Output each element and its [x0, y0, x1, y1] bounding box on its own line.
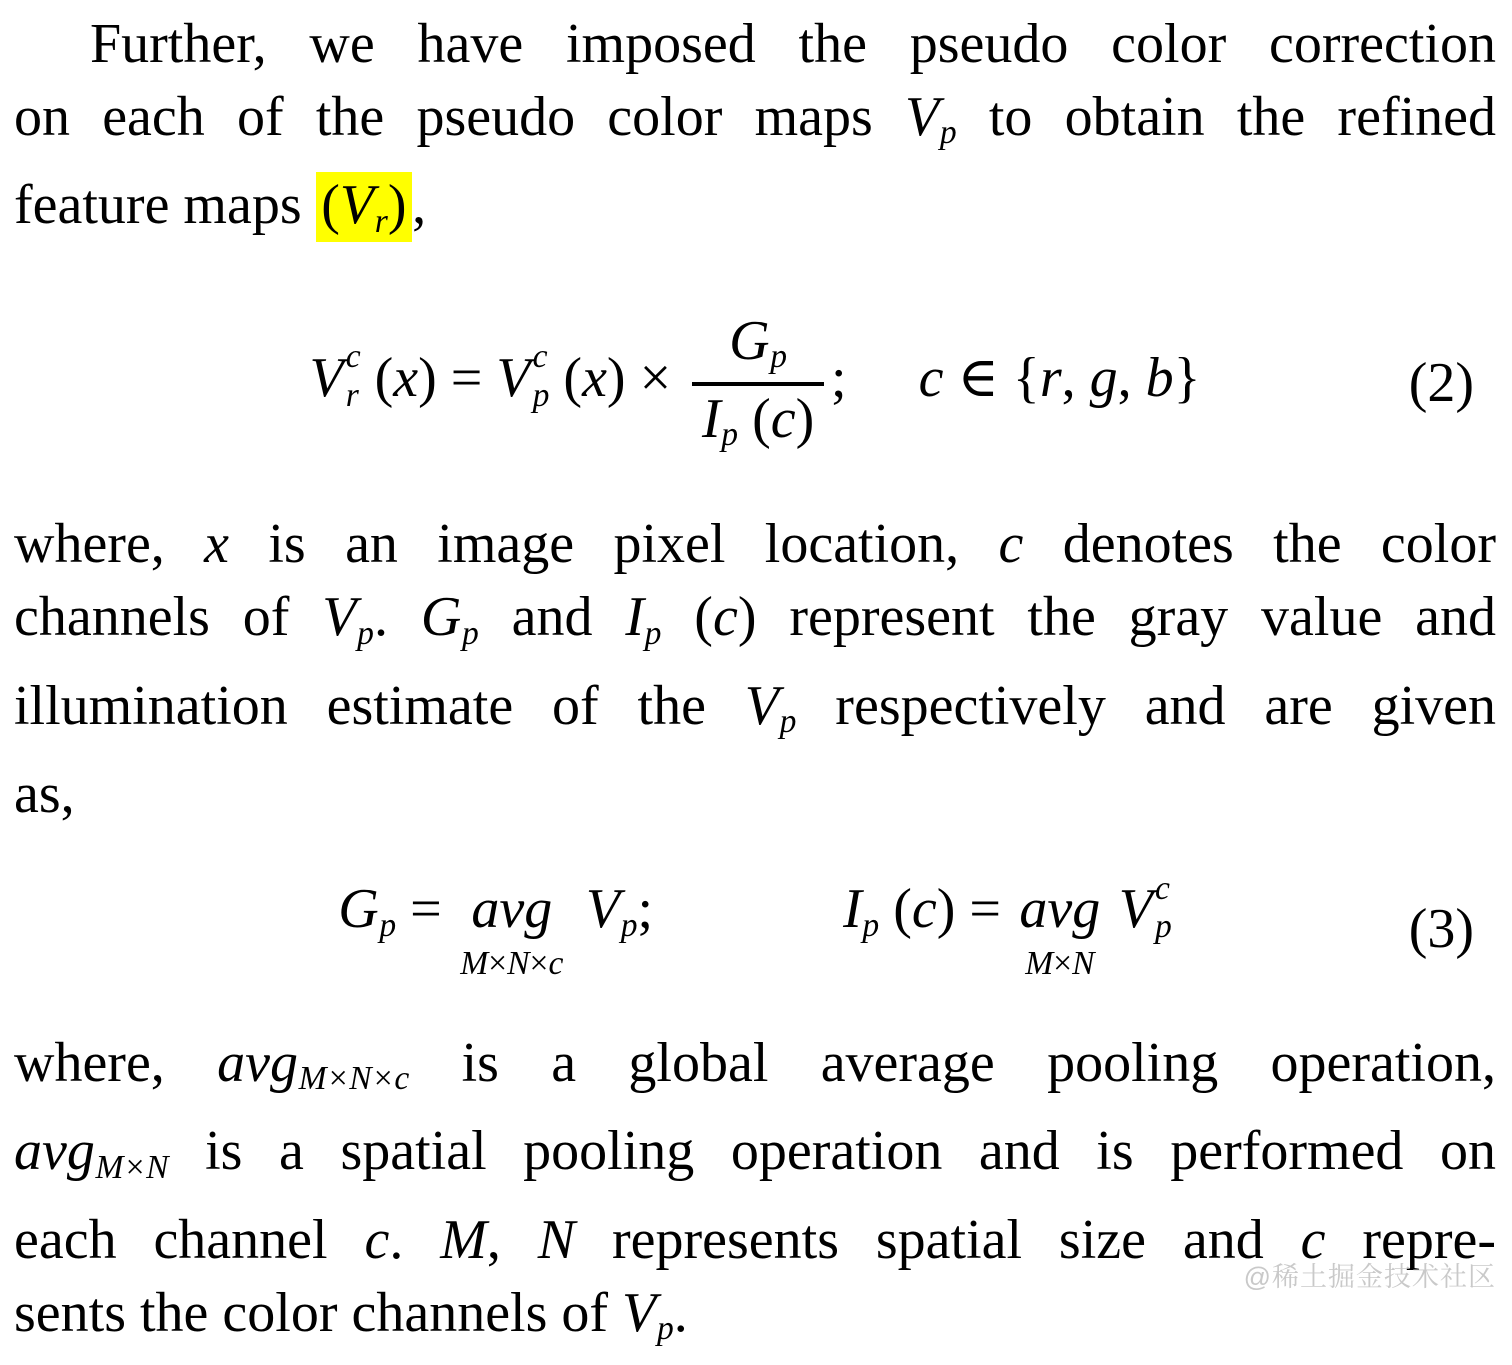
- text-run: }: [1173, 346, 1201, 409]
- math-var-sub: [729, 309, 788, 376]
- text-run: .: [673, 1281, 688, 1344]
- fraction: [692, 308, 824, 459]
- math-var-sub: [14, 1120, 169, 1186]
- text-line: [14, 1027, 1496, 1115]
- text-line: [14, 670, 1496, 758]
- paragraph-where-eq2: [14, 508, 1496, 831]
- text-run: ): [387, 174, 407, 237]
- math-var: c: [364, 1208, 390, 1271]
- text-run: ,: [1117, 346, 1146, 409]
- math-var: c: [918, 346, 944, 409]
- paragraph-where-eq3: [14, 1027, 1496, 1365]
- text-run: ) =: [418, 346, 497, 409]
- text-run: respectively and are given: [796, 674, 1496, 737]
- math-var-base: V: [585, 878, 621, 941]
- math-var-base: V: [496, 346, 531, 409]
- text-run: (: [360, 346, 394, 409]
- paragraph-intro: [14, 8, 1496, 258]
- math-var: c: [911, 878, 937, 941]
- math-var-base: avg: [217, 1031, 298, 1094]
- text-run: (: [879, 878, 912, 941]
- math-superscript: c: [345, 338, 361, 376]
- math-var: avg: [1019, 878, 1101, 941]
- math-var-sub: [904, 86, 957, 152]
- math-var-base: I: [843, 878, 862, 941]
- text-run: Further, we have imposed the pseudo color correction: [90, 13, 1496, 75]
- math-var: x: [204, 513, 230, 576]
- math-var-base: V: [622, 1281, 657, 1344]
- text-run: ×: [529, 945, 549, 983]
- text-run: ) ×: [606, 346, 686, 409]
- text-run: where,: [14, 513, 205, 576]
- underset-bottom: [460, 947, 563, 981]
- text-run: ∈ {: [943, 346, 1040, 409]
- math-subscript: p: [1154, 908, 1172, 946]
- math-var: M: [1025, 945, 1054, 983]
- math-supsub-stack: [346, 338, 361, 415]
- equation-3-number: (3): [1408, 898, 1474, 961]
- text-run: (: [321, 174, 340, 237]
- math-var-base: G: [420, 586, 462, 649]
- math-subscript: p: [461, 614, 479, 652]
- math-var-base: V: [322, 586, 357, 649]
- text-run: (: [661, 586, 713, 649]
- fraction-numerator: [719, 308, 797, 378]
- text-run: channels of: [14, 586, 323, 649]
- math-superscript: c: [532, 338, 548, 376]
- text-run: ;: [637, 878, 654, 941]
- equation-2: [14, 308, 1496, 459]
- math-subscript: r: [374, 202, 388, 240]
- math-var: c: [712, 586, 738, 649]
- text-line: [14, 508, 1496, 581]
- math-var: x: [393, 346, 419, 409]
- text-run: ,: [412, 174, 427, 237]
- fraction-denominator: [692, 382, 824, 459]
- math-var-base: avg: [14, 1120, 95, 1183]
- math-subscript: p: [620, 906, 638, 944]
- text-run: denotes the color: [1023, 513, 1496, 576]
- math-var-base: V: [744, 674, 779, 737]
- math-var-sub: [217, 1031, 410, 1098]
- text-run: ,: [1061, 346, 1090, 409]
- equation-3: [14, 869, 1496, 983]
- text-run: each channel: [14, 1208, 365, 1271]
- equation-2-number: (2): [1408, 352, 1474, 415]
- math-var: avg: [471, 878, 553, 941]
- text-run: sents the color channels of: [14, 1281, 623, 1344]
- text-run: repre-: [1325, 1208, 1497, 1271]
- text-run: (: [549, 346, 583, 409]
- text-run: ) represent the gray value and: [737, 586, 1497, 649]
- math-subscript: p: [644, 614, 662, 652]
- text-run: illumination estimate of the: [14, 674, 745, 737]
- watermark: @稀土掘金技术社区: [1243, 1262, 1496, 1292]
- math-subscript: p: [939, 114, 957, 152]
- text-line: [14, 758, 1496, 831]
- underset-top: [471, 878, 553, 941]
- math-var-base: G: [729, 309, 770, 372]
- math-var-sub: [701, 387, 739, 454]
- text-line: [14, 169, 1496, 257]
- text-run: where,: [14, 1031, 218, 1094]
- text-run: ) =: [936, 878, 1015, 941]
- text-run: ): [795, 387, 815, 450]
- math-subscript: p: [779, 703, 797, 741]
- math-subscript: p: [721, 416, 739, 454]
- math-var-base: V: [904, 86, 940, 148]
- underset-top: [1019, 878, 1101, 941]
- math-var: c: [548, 945, 564, 983]
- math-var-base: V: [1118, 878, 1153, 941]
- math-subscript: p: [770, 338, 788, 376]
- text-run: is an image pixel location,: [229, 513, 999, 576]
- math-var: b: [1145, 346, 1174, 409]
- equation-2-body: [14, 308, 1496, 459]
- text-run: ,: [486, 1208, 538, 1271]
- text-line: [14, 1115, 1496, 1203]
- math-var: c: [770, 387, 796, 450]
- text-run: and: [478, 586, 626, 649]
- math-var-sub: [625, 586, 662, 652]
- text-run: ×: [1053, 945, 1073, 983]
- math-var: x: [582, 346, 607, 409]
- math-var-base: G: [338, 878, 379, 941]
- text-run: .: [389, 1208, 441, 1271]
- math-var-base: I: [701, 387, 721, 450]
- math-var-sub: [322, 586, 374, 652]
- text-run: ×: [488, 945, 508, 983]
- math-var-supsub: [1118, 869, 1172, 946]
- math-var-sub: [843, 878, 880, 944]
- math-subscript: p: [357, 614, 374, 652]
- underset-bottom: [1025, 947, 1094, 981]
- text-run: feature maps: [14, 174, 316, 237]
- math-var-supsub: [496, 338, 550, 415]
- text-run: is a spatial pooling operation and is performed on: [168, 1120, 1496, 1183]
- equation-3-body: [14, 869, 1496, 983]
- math-var: N: [1072, 945, 1095, 983]
- math-subscript: M×N×c: [298, 1060, 410, 1098]
- math-var: g: [1089, 346, 1118, 409]
- math-var-sub: [420, 586, 479, 652]
- math-subscript: p: [862, 906, 880, 944]
- math-supsub-stack: [1155, 870, 1172, 947]
- math-var-sub: [339, 174, 388, 240]
- math-var-sub: [585, 878, 638, 944]
- text-run: ;: [831, 346, 847, 409]
- math-var-base: V: [339, 174, 375, 237]
- highlight: [316, 172, 412, 242]
- text-run: is a global average pooling operation,: [409, 1031, 1496, 1094]
- text-run: as,: [14, 763, 75, 826]
- math-subscript: M×N: [95, 1148, 169, 1186]
- math-subscript: r: [345, 377, 359, 415]
- math-supsub-stack: [533, 338, 550, 415]
- text-run: =: [396, 878, 456, 941]
- text-run: on each of the pseudo color maps: [14, 86, 905, 148]
- math-var-sub: [744, 674, 797, 741]
- text-run: .: [373, 586, 421, 649]
- text-run: to obtain the refined: [956, 86, 1497, 148]
- math-var: c: [1300, 1208, 1326, 1271]
- text-run: (: [738, 387, 771, 450]
- math-superscript: c: [1154, 869, 1170, 907]
- math-var: r: [1039, 346, 1062, 409]
- math-var: c: [998, 513, 1024, 576]
- math-var: N: [537, 1208, 576, 1271]
- text-run: represents spatial size and: [575, 1208, 1301, 1271]
- text-line: [14, 81, 1496, 169]
- math-var-base: I: [625, 586, 644, 649]
- math-var-base: V: [309, 346, 344, 409]
- math-var: N: [507, 945, 530, 983]
- underset: [1019, 878, 1101, 983]
- math-var: M: [440, 1208, 487, 1271]
- text-line: [14, 8, 1496, 81]
- math-subscript: p: [532, 377, 550, 415]
- math-var-sub: [622, 1281, 674, 1348]
- math-subscript: p: [379, 906, 397, 944]
- math-subscript: p: [656, 1310, 674, 1348]
- underset: [460, 878, 564, 983]
- math-var-sub: [338, 878, 397, 944]
- math-var: M: [460, 945, 489, 983]
- text-line: [14, 581, 1496, 669]
- math-var-supsub: [309, 338, 361, 415]
